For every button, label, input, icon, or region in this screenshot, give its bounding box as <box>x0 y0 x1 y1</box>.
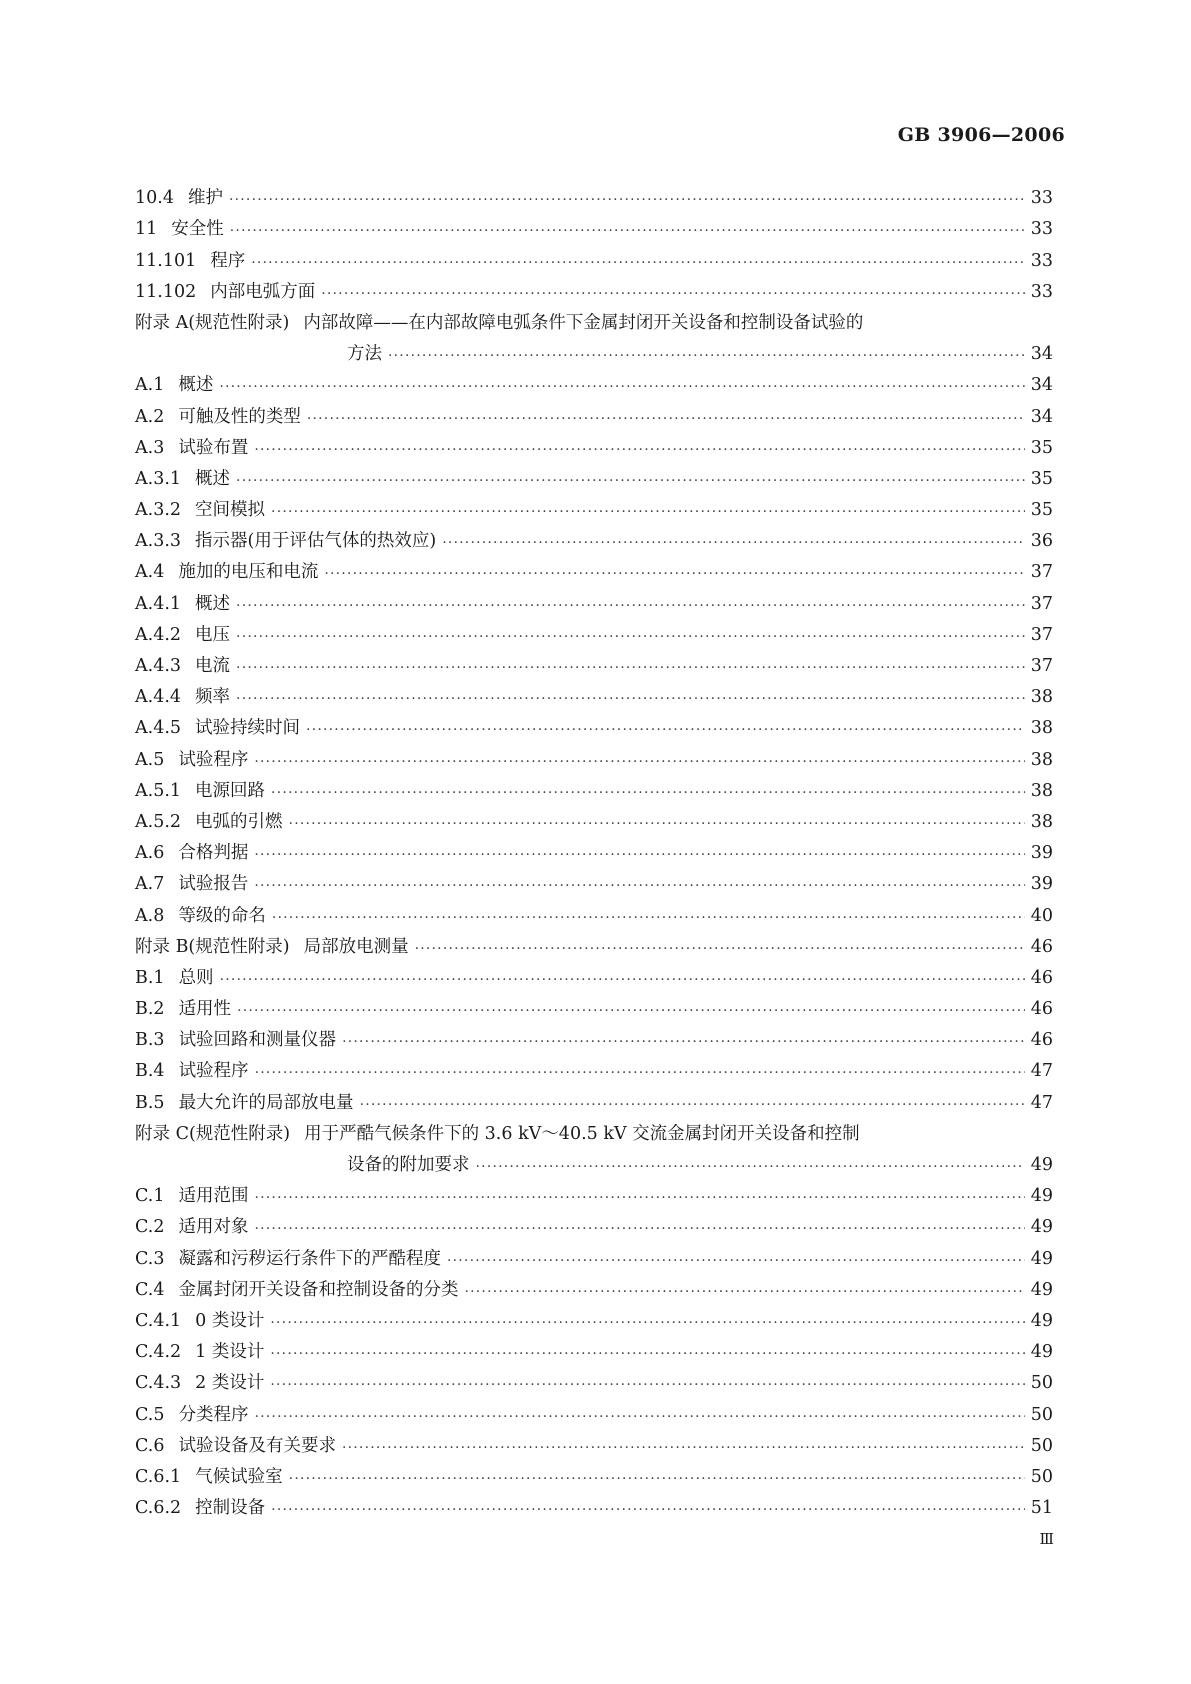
toc-entry-title: 方法 <box>347 344 382 365</box>
toc-entry[interactable] <box>135 1394 1053 1425</box>
toc-entry-title: 控制设备 <box>195 1498 266 1519</box>
toc-entry-title: 2 类设计 <box>195 1373 265 1394</box>
dot-leader <box>360 1096 1025 1114</box>
toc-entry-number: B.2 <box>135 999 165 1020</box>
toc-entry-title: 总则 <box>178 967 214 988</box>
toc-entry-page: 37 <box>1030 656 1053 676</box>
toc-entry[interactable] <box>135 1082 1053 1113</box>
dot-leader <box>271 1501 1025 1519</box>
toc-entry-number: A.3 <box>135 437 165 458</box>
toc-entry[interactable] <box>135 677 1053 708</box>
dot-leader <box>342 1033 1025 1051</box>
toc-entry[interactable] <box>135 864 1053 895</box>
toc-entry-number: C.5 <box>135 1404 165 1425</box>
toc-entry-page: 33 <box>1030 281 1053 302</box>
toc-entry-title: 试验程序 <box>178 1061 249 1082</box>
toc-entry-title: 维护 <box>187 188 223 209</box>
toc-entry[interactable] <box>135 1488 1053 1519</box>
toc-entry[interactable] <box>135 1207 1053 1238</box>
toc-entry-page: 46 <box>1030 999 1053 1020</box>
toc-entry[interactable] <box>135 396 1053 427</box>
toc-entry-number: A.5 <box>135 749 165 770</box>
toc-entry-page: 47 <box>1030 1061 1053 1082</box>
toc-entry-title: 适用范围 <box>178 1186 249 1207</box>
toc-entry-number: B.4 <box>135 1061 165 1082</box>
toc-entry[interactable] <box>135 490 1053 521</box>
toc-entry-number: A.2 <box>135 406 165 427</box>
toc-entry-title: 设备的附加要求 <box>347 1155 470 1175</box>
toc-entry[interactable] <box>135 334 1053 365</box>
toc-entry-title: 电源回路 <box>195 780 266 801</box>
dot-leader <box>236 472 1025 490</box>
dot-leader <box>270 1345 1024 1363</box>
toc-entry-number: C.6.1 <box>135 1466 182 1487</box>
dot-leader <box>464 1283 1024 1301</box>
dot-leader <box>271 503 1025 521</box>
dot-leader <box>254 1189 1024 1207</box>
page-number: Ⅲ <box>1039 1530 1055 1548</box>
toc-entry-number: B.3 <box>135 1030 165 1051</box>
toc-entry-number: 附录 C(规范性附录) <box>135 1123 291 1144</box>
toc-entry-number: A.4.2 <box>135 624 182 645</box>
dot-leader <box>255 1064 1025 1082</box>
toc-entry[interactable] <box>135 1457 1053 1488</box>
toc-entry-title: 气候试验室 <box>195 1466 283 1487</box>
dot-leader <box>236 659 1025 677</box>
toc-entry-page: 37 <box>1030 562 1053 583</box>
toc-entry-number: B.1 <box>135 967 165 988</box>
toc-entry-title: 试验布置 <box>178 437 249 458</box>
toc-entry-page: 51 <box>1030 1498 1053 1519</box>
toc-entry-number: A.6 <box>135 843 165 864</box>
toc-entry-number: A.5.2 <box>135 811 182 832</box>
toc-entry-page: 38 <box>1030 749 1053 770</box>
toc-entry[interactable] <box>135 1363 1053 1394</box>
dot-leader <box>251 254 1024 272</box>
toc-entry[interactable] <box>135 1332 1053 1363</box>
toc-entry-title: 可触及性的类型 <box>178 406 301 427</box>
toc-entry-page: 49 <box>1030 1279 1053 1300</box>
toc-entry[interactable] <box>135 1020 1053 1051</box>
dot-leader <box>270 1314 1024 1332</box>
toc-entry-page: 35 <box>1030 468 1053 489</box>
dot-leader <box>447 1252 1025 1270</box>
toc-entry-page: 38 <box>1030 780 1053 801</box>
toc-entry-page: 34 <box>1030 375 1053 396</box>
toc-entry-number: A.4 <box>135 562 165 583</box>
toc-entry-page: 49 <box>1030 1342 1053 1363</box>
toc-entry-title: 试验程序 <box>178 749 249 770</box>
toc-entry-page: 46 <box>1030 936 1053 957</box>
toc-entry[interactable] <box>135 521 1053 552</box>
toc-entry-title: 内部电弧方面 <box>210 281 316 302</box>
toc-entry[interactable] <box>135 1145 1053 1176</box>
toc-entry-title: 等级的命名 <box>178 905 266 926</box>
toc-entry-number: 10.4 <box>135 188 174 209</box>
toc-entry-number: A.3.1 <box>135 468 182 489</box>
toc-entry[interactable] <box>135 771 1053 802</box>
toc-entry-page: 38 <box>1030 718 1053 739</box>
toc-entry-number: C.3 <box>135 1248 165 1269</box>
toc-entry[interactable] <box>135 1270 1053 1301</box>
toc-entry-page: 33 <box>1030 188 1053 209</box>
toc-entry-page: 33 <box>1030 219 1053 240</box>
dot-leader <box>289 815 1025 833</box>
dot-leader <box>307 410 1025 428</box>
toc-entry-title: 局部放电测量 <box>303 936 409 957</box>
dot-leader <box>229 191 1025 209</box>
dot-leader <box>476 1158 1025 1176</box>
toc-entry-title: 凝露和污秽运行条件下的严酷程度 <box>178 1248 441 1269</box>
dot-leader <box>306 721 1025 739</box>
toc-entry-title: 概述 <box>195 593 231 614</box>
toc-entry-title: 试验设备及有关要求 <box>178 1435 336 1456</box>
table-of-contents <box>135 178 1053 1519</box>
toc-entry-page: 49 <box>1030 1310 1053 1331</box>
toc-entry[interactable] <box>135 1114 1053 1145</box>
toc-entry-title: 概述 <box>195 468 231 489</box>
dot-leader <box>388 347 1025 365</box>
toc-entry-page: 49 <box>1030 1217 1053 1238</box>
toc-entry-page: 50 <box>1030 1373 1053 1394</box>
toc-entry-page: 49 <box>1030 1248 1053 1269</box>
toc-entry-title: 内部故障——在内部故障电弧条件下金属封闭开关设备和控制设备试验的 <box>303 312 864 333</box>
toc-entry-number: C.6.2 <box>135 1498 182 1519</box>
toc-entry-title: 概述 <box>178 375 214 396</box>
toc-entry-title: 适用性 <box>178 999 232 1020</box>
toc-entry-number: A.8 <box>135 905 165 926</box>
toc-entry[interactable] <box>135 209 1053 240</box>
toc-entry-title: 用于严酷气候条件下的 3.6 kV～40.5 kV 交流金属封闭开关设备和控制 <box>304 1123 860 1144</box>
dot-leader <box>342 1439 1025 1457</box>
toc-entry-page: 38 <box>1030 687 1053 708</box>
dot-leader <box>324 565 1024 583</box>
toc-entry[interactable] <box>135 583 1053 614</box>
dot-leader <box>321 285 1024 303</box>
toc-entry-title: 电流 <box>195 656 231 676</box>
dot-leader <box>236 597 1025 615</box>
toc-entry-page: 50 <box>1030 1404 1053 1425</box>
toc-entry-title: 试验回路和测量仪器 <box>178 1030 337 1051</box>
toc-entry[interactable] <box>135 1426 1053 1457</box>
toc-entry-title: 金属封闭开关设备和控制设备的分类 <box>178 1279 459 1300</box>
toc-entry-page: 47 <box>1030 1092 1053 1113</box>
toc-entry[interactable] <box>135 272 1053 303</box>
toc-entry-title: 安全性 <box>171 219 224 240</box>
toc-entry-number: C.6 <box>135 1435 165 1456</box>
dot-leader <box>271 784 1025 802</box>
dot-leader <box>270 1376 1024 1394</box>
toc-entry[interactable] <box>135 1301 1053 1332</box>
toc-entry-page: 39 <box>1030 874 1053 895</box>
toc-entry-page: 35 <box>1030 500 1053 521</box>
toc-entry[interactable] <box>135 739 1053 770</box>
toc-entry-page: 37 <box>1030 593 1053 614</box>
toc-entry[interactable] <box>135 178 1053 209</box>
dot-leader <box>254 846 1024 864</box>
toc-entry-page: 35 <box>1030 437 1053 458</box>
dot-leader <box>220 971 1025 989</box>
toc-entry[interactable] <box>135 1238 1053 1269</box>
toc-entry-number: C.4.3 <box>135 1373 182 1394</box>
toc-entry-page: 34 <box>1030 406 1053 427</box>
toc-entry[interactable] <box>135 989 1053 1020</box>
dot-leader <box>254 1408 1024 1426</box>
toc-entry-number: 11.101 <box>135 250 197 271</box>
toc-entry-number: C.2 <box>135 1217 165 1238</box>
toc-entry-page: 46 <box>1030 1030 1053 1051</box>
toc-entry[interactable] <box>135 1176 1053 1207</box>
toc-entry[interactable] <box>135 428 1053 459</box>
toc-entry-number: 附录 B(规范性附录) <box>135 936 290 957</box>
toc-entry-number: A.4.5 <box>135 718 182 739</box>
toc-entry-title: 合格判据 <box>178 843 249 864</box>
toc-entry-number: C.4 <box>135 1279 165 1300</box>
toc-entry-number: C.1 <box>135 1186 165 1207</box>
toc-entry[interactable] <box>135 1051 1053 1082</box>
toc-entry-page: 50 <box>1030 1466 1053 1487</box>
toc-entry-page: 40 <box>1030 905 1053 926</box>
toc-entry-title: 电弧的引燃 <box>195 811 283 832</box>
toc-entry-page: 33 <box>1030 250 1053 271</box>
toc-entry-title: 空间模拟 <box>195 500 266 521</box>
toc-entry[interactable] <box>135 708 1053 739</box>
toc-entry[interactable] <box>135 833 1053 864</box>
toc-entry-number: A.4.3 <box>135 656 182 676</box>
toc-entry-title: 1 类设计 <box>195 1342 265 1363</box>
toc-entry-number: A.4.1 <box>135 593 182 614</box>
toc-entry-title: 最大允许的局部放电量 <box>178 1092 354 1113</box>
toc-entry-number: 附录 A(规范性附录) <box>135 312 290 333</box>
toc-entry-page: 36 <box>1030 531 1053 552</box>
toc-entry[interactable] <box>135 240 1053 271</box>
dot-leader <box>254 877 1024 895</box>
toc-entry-number: B.5 <box>135 1092 165 1113</box>
toc-entry[interactable] <box>135 646 1053 677</box>
dot-leader <box>272 909 1025 927</box>
toc-entry-page: 37 <box>1030 624 1053 645</box>
toc-entry-number: A.3.3 <box>135 531 182 552</box>
toc-entry-title: 分类程序 <box>178 1404 249 1425</box>
toc-entry-number: A.4.4 <box>135 687 182 708</box>
toc-entry-number: C.4.2 <box>135 1342 182 1363</box>
toc-entry[interactable] <box>135 958 1053 989</box>
toc-entry-number: 11 <box>135 219 158 240</box>
dot-leader <box>230 222 1025 240</box>
toc-entry-number: A.7 <box>135 874 165 895</box>
toc-entry-title: 0 类设计 <box>195 1310 265 1331</box>
toc-entry-title: 程序 <box>210 250 246 271</box>
toc-entry-title: 电压 <box>195 624 231 645</box>
toc-entry-title: 试验持续时间 <box>195 718 301 739</box>
dot-leader <box>219 378 1024 396</box>
toc-entry-page: 50 <box>1030 1435 1053 1456</box>
toc-entry[interactable] <box>135 615 1053 646</box>
toc-entry[interactable] <box>135 927 1053 958</box>
toc-entry-page: 46 <box>1030 967 1053 988</box>
toc-entry[interactable] <box>135 459 1053 490</box>
toc-entry-page: 38 <box>1030 811 1053 832</box>
toc-entry[interactable] <box>135 895 1053 926</box>
dot-leader <box>254 1220 1024 1238</box>
dot-leader <box>254 753 1024 771</box>
toc-entry-number: A.1 <box>135 375 165 396</box>
toc-entry-title: 指示器(用于评估气体的热效应) <box>195 531 437 552</box>
dot-leader <box>237 1002 1025 1020</box>
dot-leader <box>289 1470 1025 1488</box>
toc-entry-number: A.3.2 <box>135 500 182 521</box>
toc-entry-page: 34 <box>1030 344 1053 365</box>
toc-entry[interactable] <box>135 552 1053 583</box>
toc-entry[interactable] <box>135 303 1053 334</box>
toc-entry[interactable] <box>135 802 1053 833</box>
toc-entry-page: 49 <box>1030 1186 1053 1207</box>
toc-entry-title: 频率 <box>195 687 231 708</box>
dot-leader <box>236 690 1025 708</box>
toc-entry-title: 试验报告 <box>178 874 249 895</box>
toc-entry-number: 11.102 <box>135 281 197 302</box>
toc-entry-number: A.5.1 <box>135 780 182 801</box>
dot-leader <box>254 441 1024 459</box>
toc-entry-page: 49 <box>1030 1155 1053 1175</box>
toc-entry[interactable] <box>135 365 1053 396</box>
dot-leader <box>415 940 1025 958</box>
dot-leader <box>442 534 1025 552</box>
toc-entry-number: C.4.1 <box>135 1310 182 1331</box>
standard-number: GB 3906—2006 <box>897 124 1065 146</box>
dot-leader <box>236 628 1025 646</box>
toc-entry-title: 适用对象 <box>178 1217 249 1238</box>
toc-entry-page: 39 <box>1030 843 1053 864</box>
toc-entry-title: 施加的电压和电流 <box>178 562 319 583</box>
